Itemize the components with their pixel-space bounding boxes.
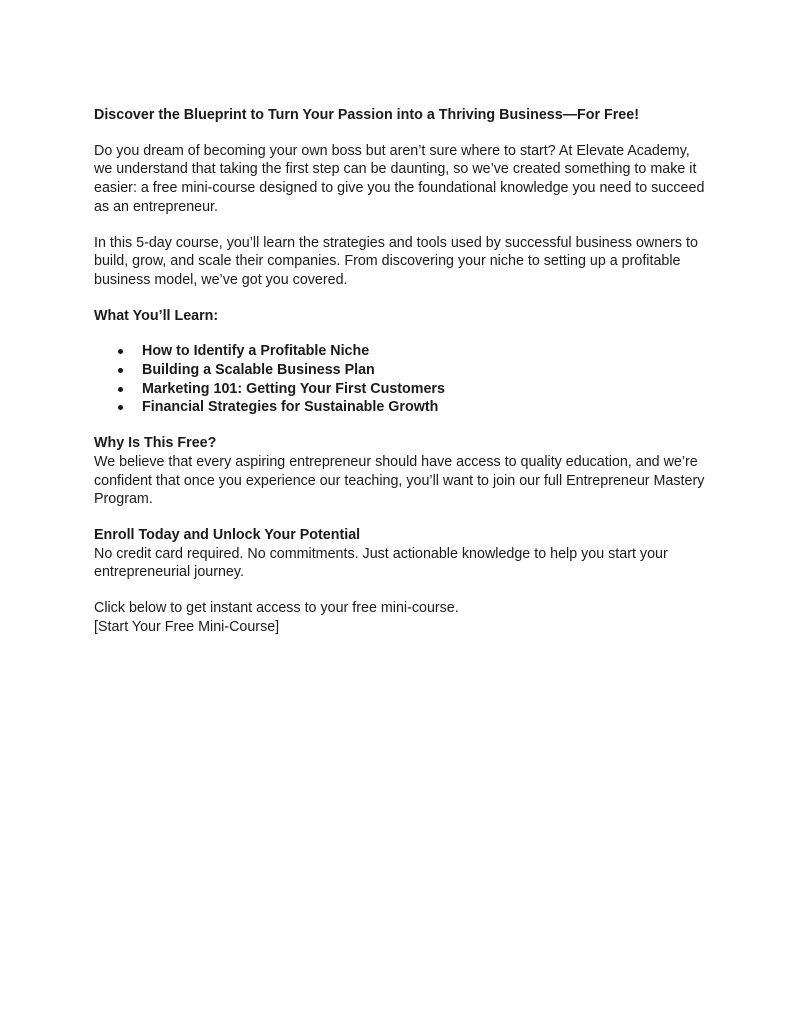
cta-instruction: Click below to get instant access to your free mini-course.	[94, 600, 459, 617]
intro-paragraph-2: In this 5-day course, you’ll learn the strategies and tools used by successful business owners to build, grow, and scale their companies. From discovering your niche to setting up a profitable business model, we’ve got you covered.	[94, 234, 698, 288]
cta-link[interactable]: [Start Your Free Mini-Course]	[94, 618, 280, 635]
learn-bullet-list	[94, 342, 706, 417]
cta-section	[94, 599, 706, 636]
enroll-section-heading: Enroll Today and Unlock Your Potential	[94, 526, 361, 543]
list-item: Marketing 101: Getting Your First Customers	[94, 380, 706, 399]
learn-section-heading: What You’ll Learn:	[94, 307, 219, 324]
list-item: Financial Strategies for Sustainable Growth	[94, 398, 706, 417]
list-item: Building a Scalable Business Plan	[94, 361, 706, 380]
list-item: How to Identify a Profitable Niche	[94, 342, 706, 361]
enroll-section-body: No credit card required. No commitments. Just actionable knowledge to help you start your entrepreneurial journey.	[94, 545, 668, 581]
enroll-section	[94, 526, 706, 582]
intro-paragraph-1: Do you dream of becoming your own boss but aren’t sure where to start? At Elevate Academy, we understand that taking the first step can be daunting, so we’ve created something to make it easier: a free mini-course designed to give you the foundational knowledge you need to succeed as an entrepreneur.	[94, 142, 705, 215]
free-section	[94, 434, 706, 509]
free-section-heading: Why Is This Free?	[94, 435, 217, 452]
document-body	[94, 106, 706, 636]
free-section-body: We believe that every aspiring entrepreneur should have access to quality education, and we’re confident that once you experience our teaching, you’ll want to join our full Entrepreneur Mastery Program.	[94, 453, 705, 508]
document-title: Discover the Blueprint to Turn Your Passion into a Thriving Business—For Free!	[94, 107, 639, 123]
